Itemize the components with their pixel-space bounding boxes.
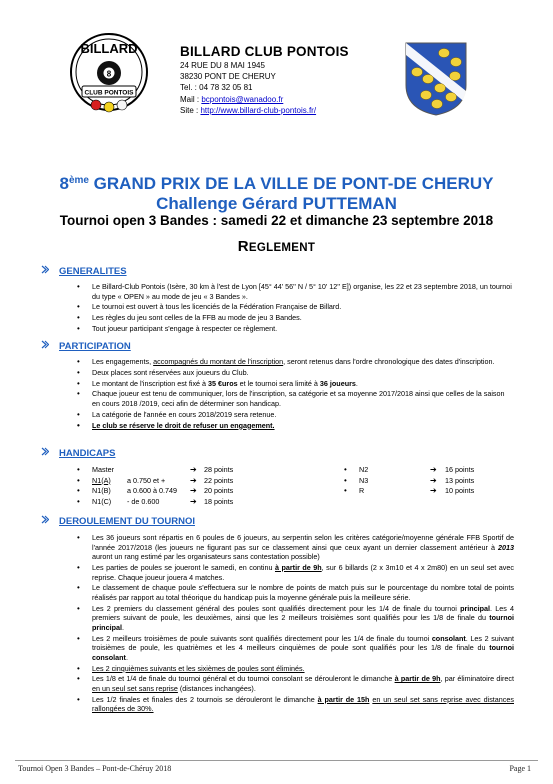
title-line-3: Tournoi open 3 Bandes : samedi 22 et dimanche 23 septembre 2018	[59, 213, 494, 228]
list-item	[77, 674, 514, 693]
site-label: Site :	[180, 106, 201, 115]
text-run: à partir de 9h	[394, 674, 441, 684]
handicap-points: 13 points	[445, 475, 475, 485]
handicap-row	[77, 465, 537, 476]
page-number: Page 1	[509, 764, 531, 773]
text-run: .	[125, 652, 128, 662]
handicap-range: a 0.750 et +	[127, 475, 166, 485]
title-main: GRAND PRIX DE LA VILLE DE PONT-DE CHERUY	[88, 174, 494, 193]
text-run: Les parties de poules se joueront le samedi, en continu	[92, 562, 275, 572]
list-item: • Deux places sont réservées aux joueurs du Club.	[77, 368, 514, 378]
list-item	[77, 533, 514, 562]
reglement-heading	[0, 238, 553, 255]
text-run: .	[121, 622, 124, 632]
handicap-points: 28 points	[204, 465, 234, 474]
handicap-range: a 0.600 à 0.749	[127, 486, 177, 495]
handicap-points: 16 points	[445, 465, 475, 474]
text-run: à partir de 15h	[317, 694, 370, 704]
text-run: en un seul set sans reprise	[92, 684, 178, 694]
chevron-right-icon	[41, 515, 51, 527]
arrow-right-icon: ➔	[430, 475, 437, 485]
section-label: GENERALITES	[59, 266, 127, 277]
arrow-right-icon: ➔	[190, 496, 197, 506]
text-run: 36 joueurs	[319, 378, 356, 388]
handicap-category: • N1(C)	[77, 497, 111, 508]
list-item	[77, 379, 514, 389]
site-line	[180, 105, 316, 117]
club-logo	[68, 27, 150, 117]
text-run: Les 1/2 finales et finales des 2 tournois se dérouleront le dimanche	[92, 694, 318, 704]
section-deroulement-heading	[41, 515, 195, 527]
section-label: PARTICIPATION	[59, 341, 131, 352]
title-number: 8	[59, 174, 69, 193]
text-run: . Les 4 premiers suivant de poule, les deuxièmes, ainsi que les 2 meilleurs troisièmes sont qualifiés pour les 1/8 de finale du	[92, 603, 514, 623]
address-line-1: 24 RUE DU 8 MAI 1945	[180, 61, 265, 70]
section-label: HANDICAPS	[59, 448, 116, 459]
text-run: 2013	[498, 542, 514, 552]
mail-line	[180, 94, 283, 106]
chevron-right-icon	[41, 447, 51, 459]
town-coat-of-arms	[404, 41, 468, 117]
text-run: Les engagements,	[92, 357, 154, 366]
handicap-range: - de 0.600	[127, 496, 160, 506]
handicap-category: • N1(B)	[77, 486, 111, 497]
list-item	[77, 357, 514, 367]
list-item: • Le classement de chaque poule s'effectuera sur le nombre de points de match puis sur le pourcentage du nombre total de points réalisés par rapport au total théorique du handicap puis la moyenne générale puis la meilleure série.	[77, 583, 514, 602]
logo-text: BILLARD	[80, 41, 138, 56]
handicap-row	[77, 486, 537, 497]
text-run: .	[355, 378, 358, 388]
text-run: et le tournoi sera limité à	[237, 378, 320, 388]
list-item: • La catégorie de l'année en cours 2018/2019 sera retenue.	[77, 410, 514, 420]
text-run: 35 €uros	[208, 378, 238, 388]
title-line-2: Challenge Gérard PUTTEMAN	[156, 194, 397, 213]
text-run: Les 2 meilleurs troisièmes de poule suivants sont qualifiés directement pour les 1/4 de finale du tournoi	[92, 633, 432, 643]
title-number-suffix: ème	[68, 175, 89, 186]
site-link[interactable]: http://www.billard-club-pontois.fr/	[200, 106, 317, 115]
text-run: Le montant de l'inscription est fixé à	[92, 378, 209, 388]
handicap-points: 22 points	[204, 475, 234, 485]
handicap-category: • N2	[344, 465, 368, 476]
arrow-right-icon: ➔	[190, 475, 197, 485]
generalites-list	[77, 282, 514, 335]
list-item: • Le tournoi est ouvert à tous les licenciés de la Fédération Française de Billard.	[77, 302, 514, 312]
arrow-right-icon: ➔	[430, 486, 437, 495]
handicap-category: • N3	[344, 476, 368, 487]
section-generalites-heading	[41, 265, 127, 277]
reglement-rest: EGLEMENT	[248, 242, 316, 254]
list-item	[77, 604, 514, 633]
text-run: N1(A)	[92, 475, 111, 485]
text-run: tournoi consolant	[92, 643, 514, 662]
text-run: consolant	[431, 633, 466, 643]
footer-divider	[15, 760, 538, 761]
handicap-row	[77, 497, 537, 508]
list-item: • Tout joueur participant s'engage à respecter ce règlement.	[77, 324, 514, 334]
arrow-right-icon: ➔	[430, 465, 437, 474]
club-name: BILLARD CLUB PONTOIS	[180, 44, 349, 59]
handicap-category: • R	[344, 486, 364, 497]
handicap-points: 10 points	[445, 486, 475, 495]
text-run: principal	[460, 603, 491, 613]
deroulement-list	[77, 533, 514, 715]
logo-ribbon-text: CLUB PONTOIS	[84, 89, 134, 97]
handicaps-table	[77, 465, 537, 507]
handicap-points: 18 points	[204, 496, 234, 506]
text-run: , par éliminatoire direct	[440, 674, 514, 684]
text-run: tournoi principal	[92, 613, 514, 632]
section-handicaps-heading	[41, 447, 115, 459]
arrow-right-icon: ➔	[190, 465, 197, 474]
chevron-right-icon	[41, 340, 51, 352]
text-run: à partir de 9h	[274, 562, 322, 572]
chevron-right-icon	[41, 265, 51, 277]
text-run: Les 2 premiers du classement général des poules sont qualifiés directement pour les 1/4 de finale du tournoi	[92, 603, 461, 613]
handicap-row	[77, 476, 537, 487]
title-line-1	[0, 174, 553, 194]
list-item: • Les règles du jeu sont celles de la FFB au mode de jeu 3 Bandes.	[77, 313, 514, 323]
phone-number: Tel. : 04 78 32 05 81	[180, 83, 253, 92]
list-item: • Chaque joueur est tenu de communiquer, lors de l'inscription, sa catégorie et sa moyenne 2017/2018 ainsi que celles de la saison en cours 2018 /2019, ceci afin de déterminer son handicap.	[77, 389, 514, 408]
list-item	[77, 563, 514, 582]
list-item	[77, 695, 514, 714]
section-label: DEROULEMENT DU TOURNOI	[59, 516, 195, 527]
text-run: accompagnés du montant de l'inscription	[153, 357, 284, 366]
text-run: Les 36 joueurs sont répartis en 6 poules de 6 joueurs, au serpentin selon les critères catégorie/moyenne générale FFB Sportif de l'année 2017/2018 (les joueurs ne figurant pas sur ce classement ainsi que ceux ayant un dernier classement antérieur à	[92, 533, 514, 552]
arrow-right-icon: ➔	[190, 486, 197, 495]
section-participation-heading	[41, 340, 131, 352]
mail-label: Mail :	[180, 95, 202, 104]
text-run: , sur 6 billards (2 x 3m10 et 4 x 2m80) en un seul set avec reprise. Chaque joueur jouera 4 matches.	[92, 562, 514, 582]
list-item	[77, 634, 514, 663]
list-item: • Les 2 cinquièmes suivants et les sixièmes de poules sont éliminés.	[77, 664, 514, 674]
mail-link[interactable]: bcpontois@wanadoo.fr	[201, 95, 284, 104]
text-run: Les 1/8 et 1/4 de finale du tournoi général et du tournoi consolant se dérouleront le dimanche	[92, 674, 395, 684]
text-run: . Les 2 suivant troisièmes de poule, les quatrièmes et les 4 meilleurs cinquièmes de poule sont qualifiés pour les 1/8 de finale du	[92, 633, 514, 653]
list-item: • Le club se réserve le droit de refuser un engagement.	[77, 421, 514, 431]
text-run: auront un rang estimé par les organisateurs sans contestation possible)	[92, 552, 320, 562]
list-item: • Le Billard-Club Pontois (Isère, 30 km à l'est de Lyon [45° 44' 56'' N / 5° 10' 12'' E]) organise, les 22 et 23 septembre 2018, un tournoi du type « OPEN » au mode de jeu « 3 Bandes ».	[77, 282, 514, 301]
handicap-category	[77, 476, 111, 487]
handicap-points: 20 points	[204, 486, 234, 495]
reglement-first-letter: R	[237, 238, 249, 255]
svg-text:8: 8	[106, 69, 112, 79]
text-run: , seront retenus dans l'ordre chronologique des dates d'inscription.	[283, 357, 495, 366]
handicap-category: • Master	[77, 465, 114, 476]
text-run: (distances inchangées).	[177, 684, 256, 694]
text-run: en un seul set sans reprise avec distances rallongées de 30%.	[92, 694, 514, 714]
address-line-2: 38230 PONT DE CHERUY	[180, 72, 276, 81]
footer-left: Tournoi Open 3 Bandes – Pont-de-Chéruy 2018	[18, 764, 172, 773]
participation-list	[77, 357, 514, 431]
